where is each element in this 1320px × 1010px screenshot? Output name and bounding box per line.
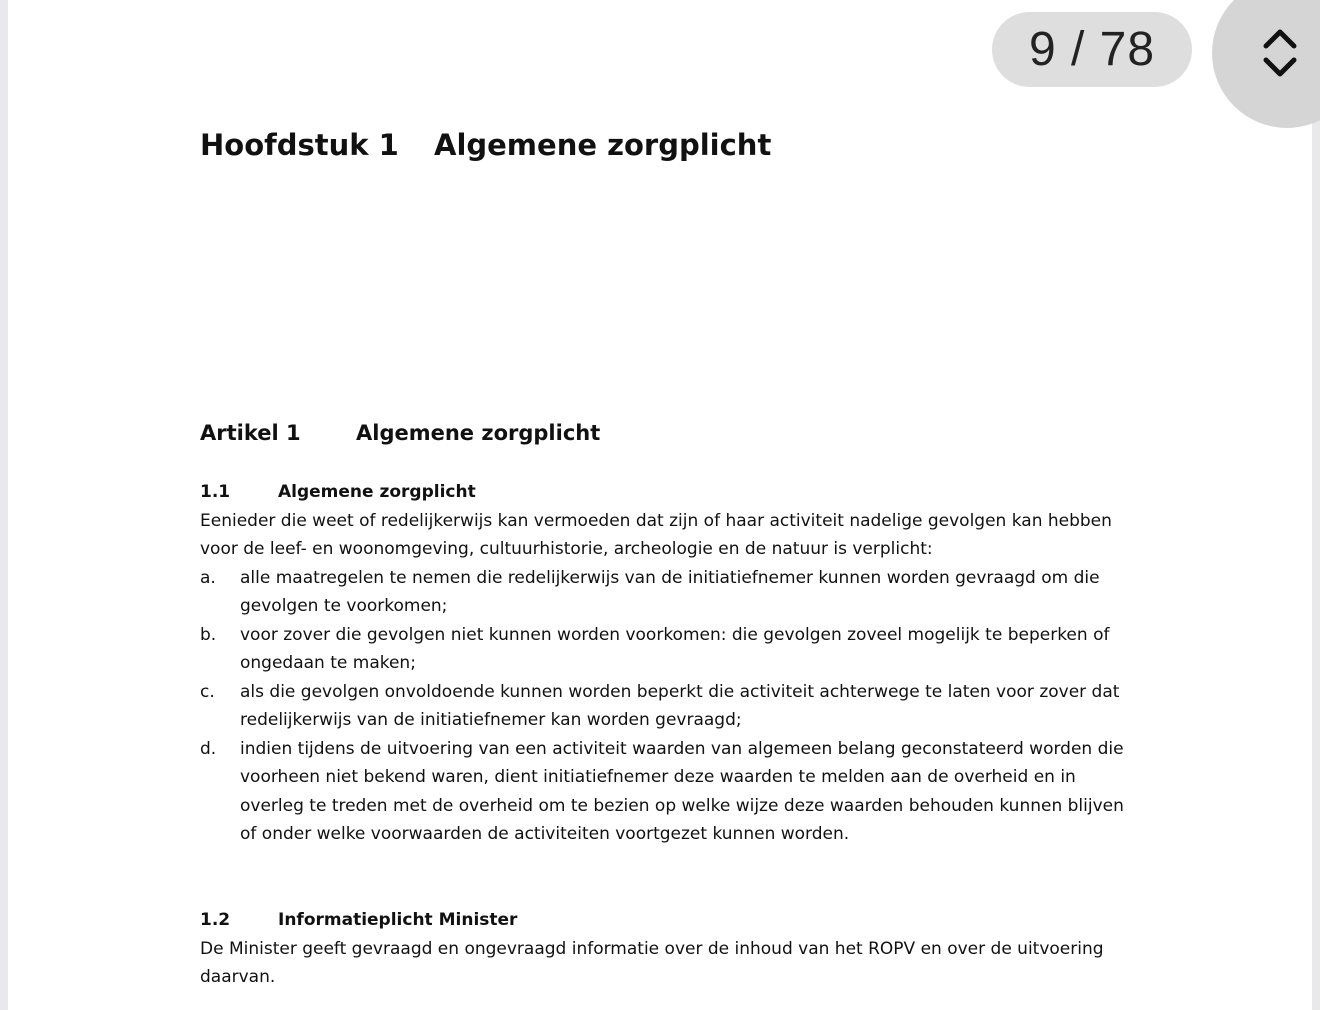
- list-marker: a.: [200, 567, 216, 588]
- section-heading: [200, 478, 1140, 507]
- article-title: Algemene zorgplicht: [356, 421, 601, 445]
- article-heading: [200, 421, 600, 445]
- list-item: [200, 735, 1140, 849]
- section-title: Informatieplicht Minister: [278, 910, 518, 930]
- obligation-list: [200, 564, 1140, 849]
- chevron-up-icon[interactable]: [1260, 20, 1300, 54]
- section-heading: [200, 906, 1140, 935]
- section-1-1: [200, 478, 1140, 849]
- list-item: [200, 564, 1140, 621]
- list-item: [200, 678, 1140, 735]
- chapter-heading: [200, 128, 771, 162]
- list-item-text: alle maatregelen te nemen die redelijkerwijs van de initiatiefnemer kunnen worden gevraagd om die gevolgen te voorkomen;: [240, 567, 1100, 616]
- section-intro: De Minister geeft gevraagd en ongevraagd informatie over de inhoud van het ROPV en over de uitvoering daarvan.: [200, 938, 1104, 987]
- section-title: Algemene zorgplicht: [278, 482, 476, 502]
- article-number: Artikel 1: [200, 421, 301, 445]
- list-item-text: als die gevolgen onvoldoende kunnen worden beperkt die activiteit achterwege te laten voor zover dat redelijkerwijs van de initiatiefnemer kan worden gevraagd;: [240, 681, 1120, 730]
- section-number: 1.1: [200, 482, 231, 502]
- section-1-2: [200, 906, 1140, 992]
- list-marker: c.: [200, 681, 215, 702]
- list-item: [200, 621, 1140, 678]
- page-navigation-control[interactable]: [1212, 0, 1320, 128]
- list-item-text: voor zover die gevolgen niet kunnen worden voorkomen: die gevolgen zoveel mogelijk te beperken of ongedaan te maken;: [240, 624, 1110, 673]
- chapter-number: Hoofdstuk 1: [200, 128, 399, 162]
- pdf-page: [8, 0, 1312, 1010]
- section-number: 1.2: [200, 910, 231, 930]
- list-item-text: indien tijdens de uitvoering van een activiteit waarden van algemeen belang geconstateerd worden die voorheen niet bekend waren, dient initiatiefnemer deze waarden te melden aan de overheid en in overleg te treden met de overheid om te bezien op welke wijze deze waarden behouden kunnen blijven of onder welke voorwaarden de activiteiten voortgezet kunnen worden.: [240, 738, 1124, 844]
- chevron-down-icon[interactable]: [1260, 52, 1300, 86]
- list-marker: b.: [200, 624, 217, 645]
- section-intro: Eenieder die weet of redelijkerwijs kan vermoeden dat zijn of haar activiteit nadelige gevolgen kan hebben voor de leef- en woonomgeving, cultuurhistorie, archeologie en de natuur is verplicht:: [200, 510, 1112, 559]
- list-marker: d.: [200, 738, 217, 759]
- chapter-title: Algemene zorgplicht: [434, 128, 772, 162]
- page-indicator: 9 / 78: [992, 12, 1192, 87]
